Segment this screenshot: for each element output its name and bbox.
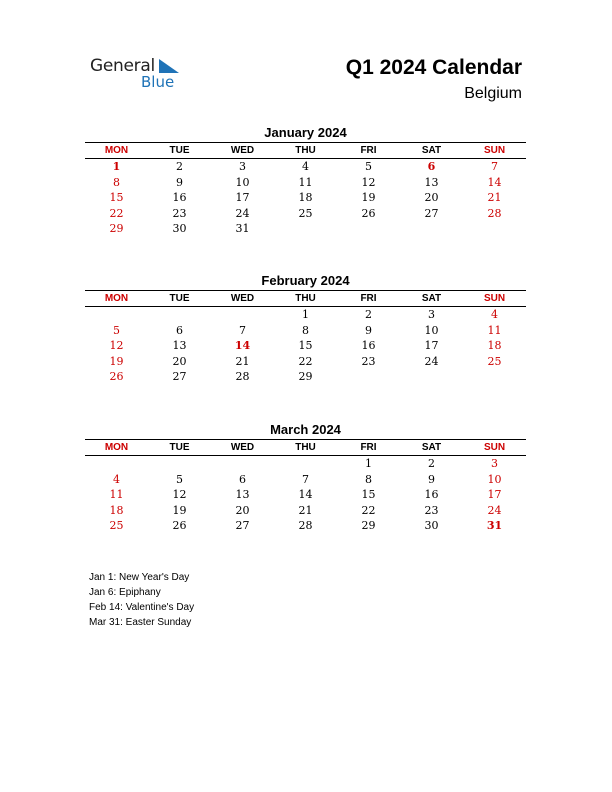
day-cell: 1 [302,308,309,321]
day-cell: 6 [239,472,246,486]
weekday-header: WED [230,145,255,156]
day-cell: 21 [487,191,502,205]
day-cell: 2 [428,457,435,470]
day-cell: 5 [113,323,120,337]
weekday-header-row [85,290,526,307]
weekday-header: TUE [169,442,190,453]
day-cell: 3 [239,160,246,173]
day-cell: 19 [172,503,187,517]
day-cell: 10 [424,323,439,337]
day-cell: 28 [235,370,250,384]
week-row [85,323,526,339]
logo-flag-icon [159,59,179,73]
weekday-header: SAT [421,293,442,304]
day-cell: 29 [361,519,376,533]
weekday-header: THU [295,442,316,453]
day-cell: 11 [298,175,313,189]
day-cell: 2 [176,160,183,173]
day-cell: 16 [361,339,376,353]
day-cell: 3 [491,457,498,470]
day-cell: 5 [176,472,183,486]
weekday-header: WED [230,442,255,453]
month-block [85,421,526,534]
day-cell: 10 [487,472,502,486]
day-cell: 12 [109,339,124,353]
weekday-header: SUN [483,293,506,304]
day-cell: 12 [172,488,187,502]
week-row [85,472,526,488]
day-cell: 20 [172,354,187,368]
holiday-item: Jan 6: Epiphany [89,587,161,598]
day-cell: 19 [109,354,124,368]
page-title: Q1 2024 Calendar [345,56,522,79]
day-cell [85,456,148,472]
day-cell: 22 [361,503,376,517]
day-cell: 27 [235,519,250,533]
weekday-header: FRI [360,293,377,304]
day-cell: 20 [235,503,250,517]
day-cell: 13 [172,339,187,353]
week-row [85,503,526,519]
generalblue-logo [90,56,190,96]
day-cell: 8 [113,175,120,189]
day-cell: 26 [361,206,376,220]
weekday-header: TUE [169,145,190,156]
logo-blue-text: Blue [141,73,175,91]
week-row [85,175,526,191]
weekday-header: SUN [483,442,506,453]
day-cell [463,221,526,237]
month-title: February 2024 [261,273,350,288]
weekday-header: FRI [360,442,377,453]
day-cell [211,307,274,323]
month-block [85,124,526,237]
day-cell: 22 [298,354,313,368]
day-cell: 16 [172,191,187,205]
weekday-header: MON [104,293,129,304]
holiday-item: Mar 31: Easter Sunday [89,617,192,628]
weekday-header: SUN [483,145,506,156]
month-block [85,272,526,385]
day-cell: 4 [302,160,309,173]
day-cell: 26 [172,519,187,533]
day-cell: 27 [172,370,187,384]
day-cell: 21 [235,354,250,368]
day-cell [148,456,211,472]
weekday-header-row [85,142,526,159]
day-cell: 30 [172,222,187,236]
day-cell: 16 [424,488,439,502]
day-cell: 24 [424,354,439,368]
month-title: March 2024 [270,422,341,437]
day-cell: 5 [365,160,372,173]
day-cell: 8 [365,472,372,486]
week-row [85,456,526,472]
day-cell: 4 [491,308,498,321]
day-cell: 11 [487,323,502,337]
day-cell: 13 [424,175,439,189]
week-row [85,206,526,222]
day-cell: 18 [298,191,313,205]
weekday-header-row [85,439,526,456]
week-row [85,369,526,385]
holiday-day-cell: 14 [234,339,251,353]
week-row [85,338,526,354]
day-cell: 10 [235,175,250,189]
logo-general-text: General [90,56,155,76]
day-cell [400,369,463,385]
day-cell: 9 [176,175,183,189]
week-row [85,518,526,534]
day-cell [274,221,337,237]
day-cell: 25 [487,354,502,368]
holiday-day-cell: 31 [486,519,503,533]
day-cell: 18 [109,503,124,517]
day-cell: 28 [487,206,502,220]
holiday-list [89,570,194,630]
day-cell: 30 [424,519,439,533]
day-cell [400,221,463,237]
day-cell: 15 [298,339,313,353]
week-row [85,487,526,503]
day-cell: 27 [424,206,439,220]
month-title: January 2024 [264,125,347,140]
day-cell: 24 [235,206,250,220]
day-cell: 3 [428,308,435,321]
day-cell: 6 [176,323,183,337]
day-cell: 22 [109,206,124,220]
weekday-header: SAT [421,145,442,156]
day-cell: 7 [491,160,498,173]
day-cell [463,369,526,385]
weekday-header: MON [104,145,129,156]
day-cell: 11 [109,488,124,502]
day-cell: 29 [109,222,124,236]
weekday-header: THU [295,293,316,304]
day-cell: 18 [487,339,502,353]
day-cell: 24 [487,503,502,517]
day-cell [337,369,400,385]
week-row [85,190,526,206]
day-cell: 2 [365,308,372,321]
weekday-header: SAT [421,442,442,453]
holiday-item: Jan 1: New Year's Day [89,572,190,583]
day-cell [211,456,274,472]
day-cell: 25 [109,519,124,533]
day-cell: 23 [424,503,439,517]
day-cell: 1 [365,457,372,470]
day-cell: 14 [487,175,502,189]
day-cell: 17 [487,488,502,502]
day-cell [274,456,337,472]
day-cell: 7 [302,472,309,486]
weekday-header: TUE [169,293,190,304]
day-cell [85,307,148,323]
weekday-header: MON [104,442,129,453]
day-cell: 15 [361,488,376,502]
day-cell: 9 [365,323,372,337]
weekday-header: WED [230,293,255,304]
day-cell: 13 [235,488,250,502]
day-cell: 21 [298,503,313,517]
day-cell [337,221,400,237]
day-cell: 23 [361,354,376,368]
holiday-day-cell: 1 [112,160,121,173]
day-cell: 20 [424,191,439,205]
day-cell: 23 [172,206,187,220]
day-cell: 28 [298,519,313,533]
day-cell: 14 [298,488,313,502]
day-cell: 9 [428,472,435,486]
week-row [85,221,526,237]
day-cell: 12 [361,175,376,189]
weekday-header: FRI [360,145,377,156]
day-cell: 31 [235,222,250,236]
day-cell: 7 [239,323,246,337]
country-name: Belgium [464,85,522,102]
holiday-item: Feb 14: Valentine's Day [89,602,195,613]
day-cell: 4 [113,472,120,486]
day-cell: 17 [235,191,250,205]
day-cell: 29 [298,370,313,384]
week-row [85,159,526,175]
day-cell [148,307,211,323]
day-cell: 15 [109,191,124,205]
day-cell: 17 [424,339,439,353]
day-cell: 8 [302,323,309,337]
week-row [85,354,526,370]
day-cell: 25 [298,206,313,220]
day-cell: 26 [109,370,124,384]
weekday-header: THU [295,145,316,156]
week-row [85,307,526,323]
holiday-day-cell: 6 [427,160,436,173]
day-cell: 19 [361,191,376,205]
